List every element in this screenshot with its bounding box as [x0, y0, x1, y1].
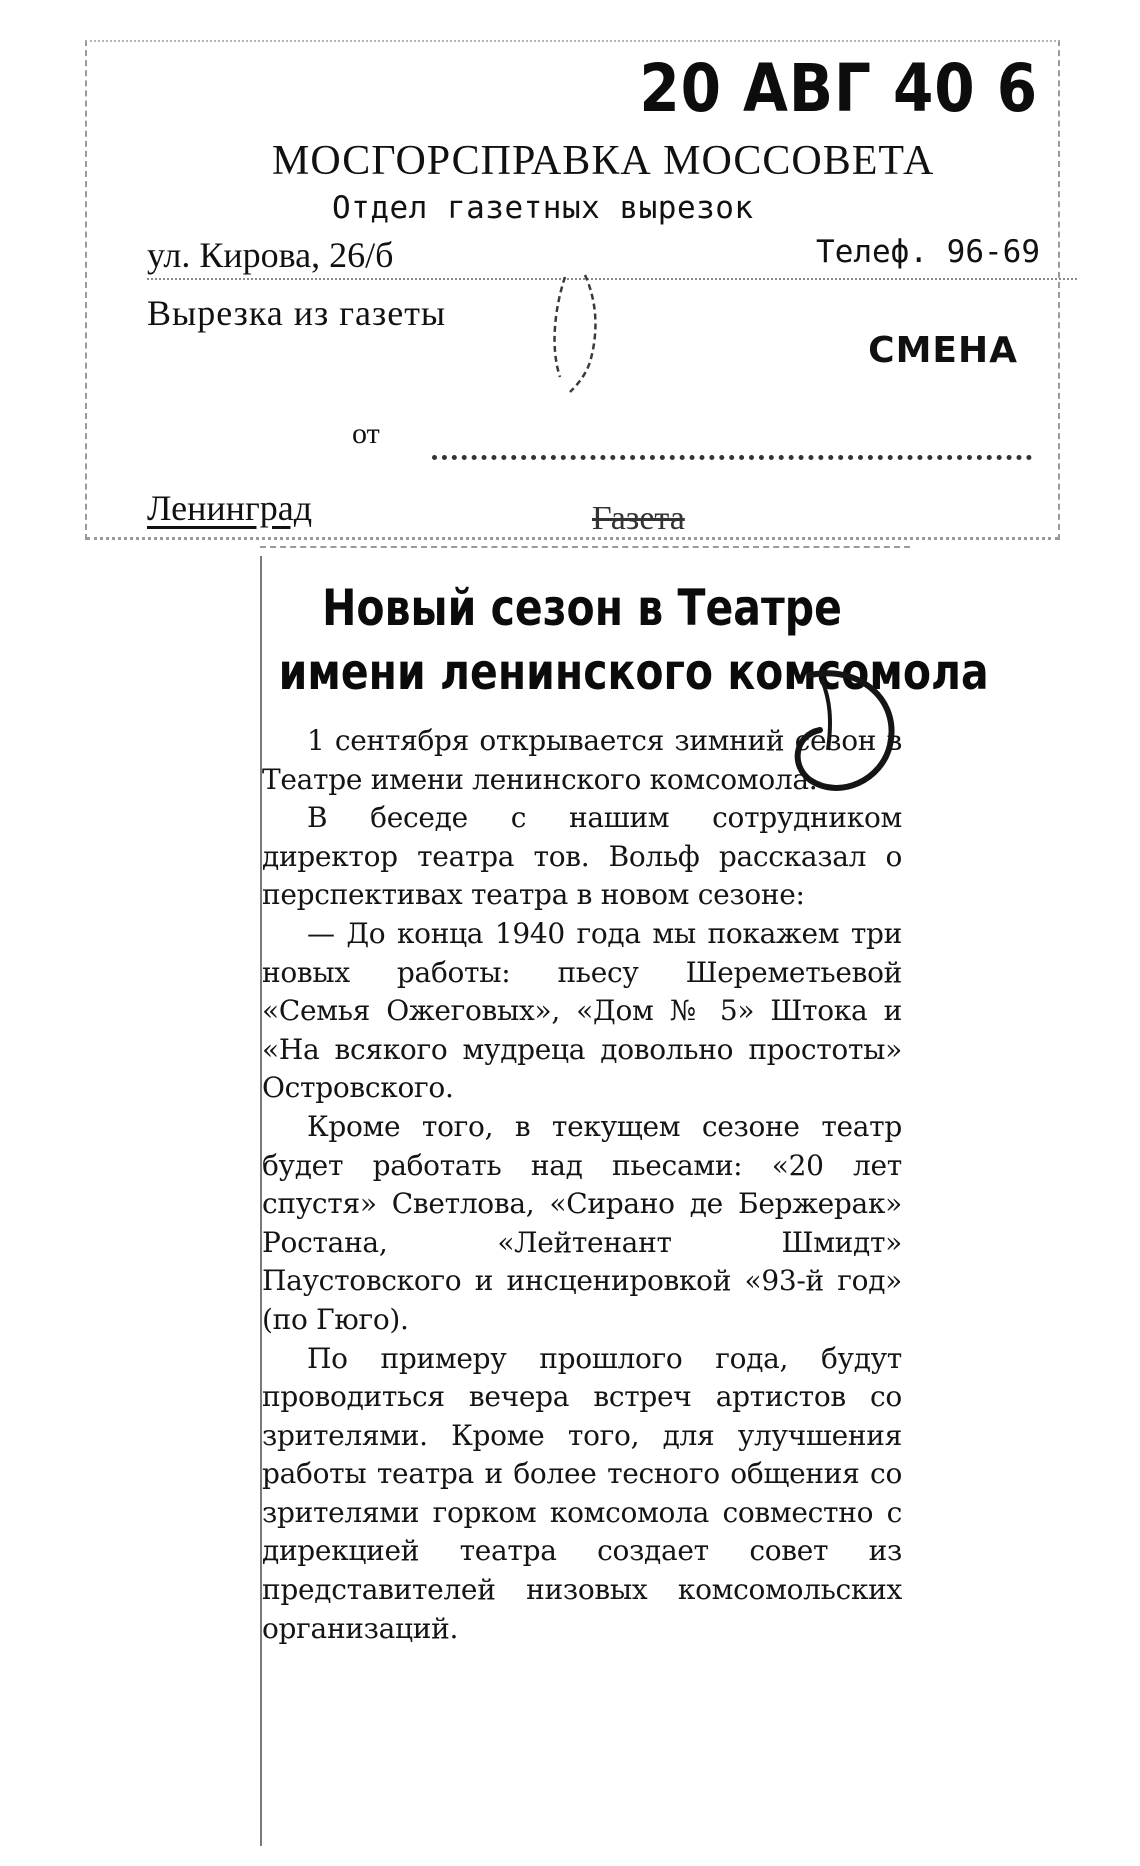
- article-paragraph: 1 сентября открывается зимний сезон в Театре имени ленинского комсомола.: [262, 724, 902, 796]
- date-stamp: 20 АВГ 40 6: [639, 50, 1038, 127]
- article-headline: [278, 576, 989, 704]
- department-name: Отдел газетных вырезок: [332, 190, 754, 226]
- newspaper-name: СМЕНА: [868, 330, 1018, 371]
- article-body: [262, 722, 902, 1648]
- clipping-label: Вырезка из газеты: [147, 293, 447, 333]
- article-paragraph: — До конца 1940 года мы покажем три новых работы: пьесу Шереметьевой «Семья Ожеговых», «Дом № 5» Штока и «На всякого мудреца довольно простоты» Островского.: [262, 916, 902, 1105]
- stamp-bottom-edge: [87, 537, 1058, 540]
- street-address: ул. Кирова, 26/б: [147, 235, 394, 275]
- article-paragraph: Кроме того, в текущем сезоне театр будет работать над пьесами: «20 лет спустя» Светлова, «Сирано де Бержерак» Ростана, «Лейтенант Шмидт» Паустовского и инсценировкой «93-й год» (по Гюго).: [262, 1109, 902, 1336]
- headline-line-1: Новый сезон в Театре: [322, 579, 842, 637]
- phone-number: Телеф. 96-69: [816, 234, 1040, 270]
- headline-line-2: имени ленинского комсомола: [278, 643, 989, 701]
- pen-scribble-mark: [525, 267, 665, 397]
- organization-name: МОСГОРСПРАВКА МОССОВЕТА: [272, 138, 935, 184]
- article-paragraph: По примеру прошлого года, будут проводиться вечера встреч артистов со зрителями. Кроме того, для улучшения работы театра и более тесного общения со зрителями горком комсомола совместно с дирекцией театра создает совет из представителей низовых комсомольских организаций.: [262, 1341, 902, 1645]
- handwritten-circle-mark: [770, 660, 910, 810]
- clipping-service-stamp: [85, 40, 1060, 540]
- article-paragraph: В беседе с нашим сотрудником директор театра тов. Вольф рассказал о перспективах театра в новом сезоне:: [262, 801, 902, 912]
- gazeta-label: Газета: [592, 500, 685, 537]
- from-date-dotted-field: [432, 427, 1032, 460]
- from-label: от: [352, 417, 380, 450]
- city-name: Ленинград: [147, 488, 313, 528]
